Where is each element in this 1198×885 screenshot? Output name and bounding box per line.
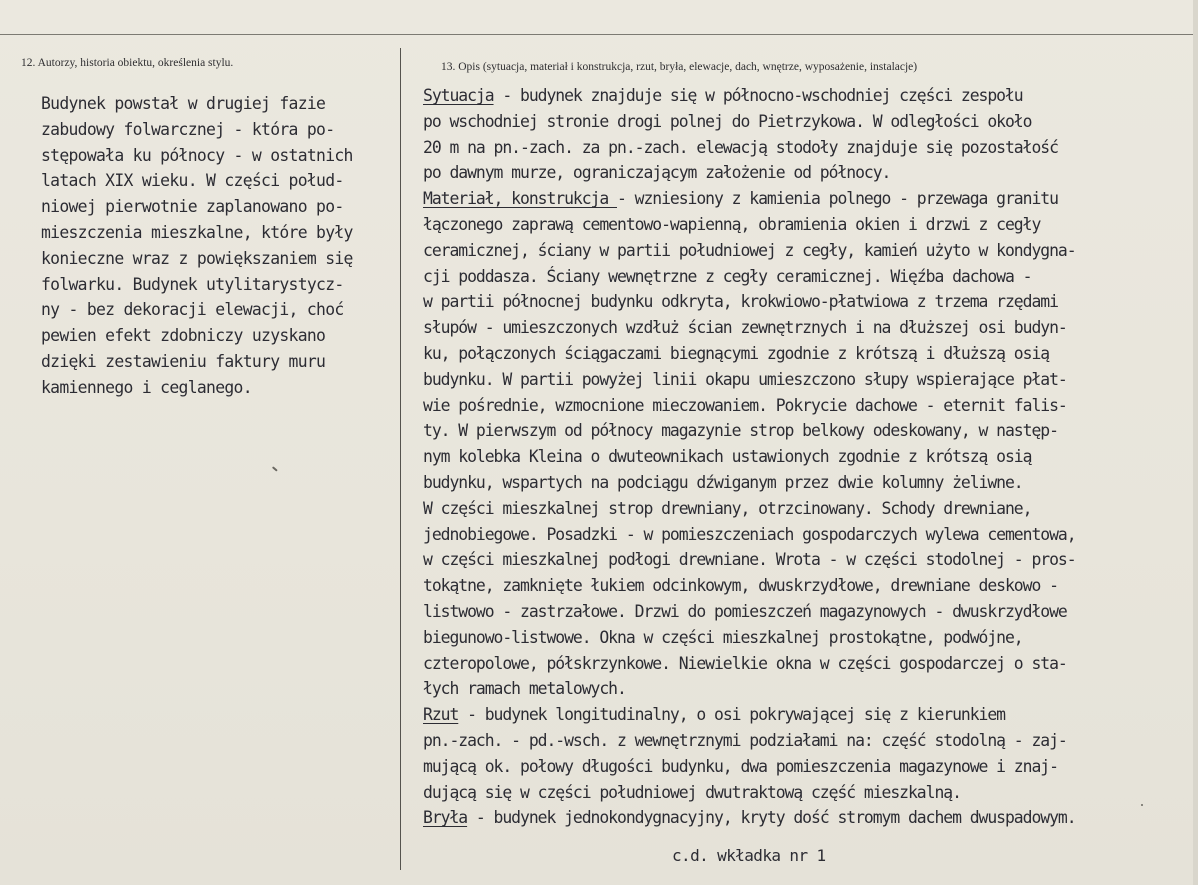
line-text: ty. W pierwszym od północy magazynie strop belkowy odeskowany, w następ-: [423, 421, 1058, 441]
text-line: pewien efekt zdobniczy uzyskano: [41, 326, 326, 346]
page-edge: [1193, 0, 1198, 885]
text-line: [423, 522, 1076, 548]
line-text: ceramicznej, ściany w partii południowej z cegły, kamień użyto w kondygna-: [423, 240, 1076, 260]
text-line: [423, 728, 1076, 754]
text-line: [423, 135, 1076, 161]
text-line: dzięki zestawieniu faktury muru: [41, 351, 326, 371]
line-text: - budynek znajduje się w północno-wschodniej części zespołu: [493, 86, 1023, 105]
text-line: [423, 754, 1076, 780]
line-text: ku, połączonych ściągaczami biegnącymi zgodnie z krótszą i dłuższą osią: [423, 343, 1050, 363]
text-line: [423, 599, 1076, 625]
text-line: [423, 780, 1076, 806]
column-divider: [400, 48, 401, 870]
line-text: - budynek longitudinalny, o osi pokrywającej się z kierunkiem: [458, 705, 1005, 725]
line-text: wie pośrednie, wzmocnione mieczowaniem. Pokrycie dachowe - eternit falis-: [423, 395, 1067, 415]
text-line: [423, 547, 1076, 573]
line-text: tokątne, zamknięte łukiem odcinkowym, dwuskrzydłowe, drewniane deskowo -: [423, 576, 1058, 596]
text-line: [423, 160, 1076, 186]
text-line: [423, 702, 1076, 728]
text-line: Budynek powstał w drugiej fazie: [41, 94, 326, 113]
history-text: [41, 91, 353, 401]
text-line: [423, 109, 1076, 135]
top-rule: [0, 34, 1198, 35]
section-12-header: 12. Autorzy, historia obiektu, określenia stylu.: [21, 57, 234, 69]
line-text: łączonego zaprawą cementowo-wapienną, obramienia okien i drzwi z cegły: [423, 214, 1041, 234]
text-line: [423, 238, 1076, 264]
text-line: zabudowy folwarcznej - która po-: [41, 119, 335, 139]
continuation-note: c.d. wkładka nr 1: [672, 846, 826, 865]
text-line: ny - bez dekoracji elewacji, choć: [41, 300, 344, 320]
text-line: niowej pierwotnie zaplanowano po-: [41, 197, 344, 217]
text-line: [423, 418, 1076, 444]
line-text: łych ramach metalowych.: [423, 679, 626, 699]
text-line: [423, 289, 1076, 315]
text-line: [423, 83, 1076, 109]
text-line: mieszczenia mieszkalne, które były: [41, 222, 353, 242]
text-line: [423, 651, 1076, 677]
text-line: [423, 444, 1076, 470]
line-text: budynku. W partii powyżej linii okapu umieszczono słupy wspierające płat-: [423, 369, 1067, 389]
line-text: - wzniesiony z kamienia polnego - przewaga granitu: [617, 189, 1058, 209]
subsection-heading: Bryła: [423, 808, 468, 828]
text-line: konieczne wraz z powiększaniem się: [41, 248, 353, 268]
text-line: [423, 625, 1076, 651]
text-line: [423, 805, 1076, 831]
line-text: po dawnym murze, ograniczającym założenie od północy.: [423, 163, 891, 183]
subsection-heading: Materiał, konstrukcja: [423, 189, 617, 209]
text-line: folwarku. Budynek utylitarystycz-: [41, 274, 344, 294]
subsection-heading: Sytuacja: [423, 86, 494, 105]
line-text: - budynek jednokondygnacyjny, kryty dość stromym dachem dwuspadowym.: [467, 808, 1076, 828]
description-text: [423, 83, 1076, 831]
text-line: [423, 315, 1076, 341]
line-text: W części mieszkalnej strop drewniany, otrzcinowany. Schody drewniane,: [423, 498, 1032, 518]
text-line: [423, 573, 1076, 599]
subsection-heading: Rzut: [423, 705, 459, 725]
text-line: [423, 367, 1076, 393]
text-line: latach XIX wieku. W części połud-: [41, 171, 344, 191]
line-text: dującą się w części południowej dwutraktową część mieszkalną.: [423, 782, 961, 802]
line-text: listwowo - zastrzałowe. Drzwi do pomieszczeń magazynowych - dwuskrzydłowe: [423, 601, 1067, 621]
line-text: w części mieszkalnej podłogi drewniane. Wrota - w części stodolnej - pros-: [423, 550, 1076, 570]
text-line: [423, 186, 1076, 212]
line-text: biegunowo-listwowe. Okna w części mieszkalnej prostokątne, podwójne,: [423, 627, 1023, 647]
text-line: [423, 470, 1076, 496]
line-text: mującą ok. połowy długości budynku, dwa pomieszczenia magazynowe i znaj-: [423, 756, 1058, 776]
text-line: kamiennego i ceglanego.: [41, 377, 252, 397]
text-line: [423, 676, 1076, 702]
line-text: czteropolowe, półskrzynkowe. Niewielkie okna w części gospodarczej o sta-: [423, 653, 1067, 673]
line-text: pn.-zach. - pd.-wsch. z wewnętrznymi podziałami na: część stodolną - zaj-: [423, 730, 1067, 750]
text-line: [423, 264, 1076, 290]
line-text: nym kolebka Kleina o dwuteownikach ustawionych zgodnie z krótszą osią: [423, 447, 1032, 467]
line-text: słupów - umieszczonych wzdłuż ścian zewnętrznych i na dłuższej osi budyn-: [423, 318, 1067, 338]
text-line: stępowała ku północy - w ostatnich: [41, 145, 353, 165]
line-text: jednobiegowe. Posadzki - w pomieszczeniach gospodarczych wylewa cementowa,: [423, 524, 1076, 544]
text-line: [423, 496, 1076, 522]
text-line: [423, 393, 1076, 419]
scan-speck: [1141, 804, 1143, 806]
scan-speck: [272, 466, 278, 471]
text-line: [423, 341, 1076, 367]
line-text: po wschodniej stronie drogi polnej do Pietrzykowa. W odległości około: [423, 111, 1032, 131]
line-text: budynku, wspartych na podciągu dźwiganym przez dwie kolumny żeliwne.: [423, 472, 1023, 492]
line-text: 20 m na pn.-zach. za pn.-zach. elewacją stodoły znajduje się pozostałość: [423, 137, 1058, 157]
section-13-header: 13. Opis (sytuacja, materiał i konstrukcja, rzut, bryła, elewacje, dach, wnętrze, wyposażenie, instalacje): [441, 61, 918, 73]
line-text: cji poddasza. Ściany wewnętrzne z cegły ceramicznej. Więźba dachowa -: [423, 266, 1032, 286]
text-line: [423, 212, 1076, 238]
line-text: w partii północnej budynku odkryta, krokwiowo-płatwiowa z trzema rzędami: [423, 292, 1058, 312]
